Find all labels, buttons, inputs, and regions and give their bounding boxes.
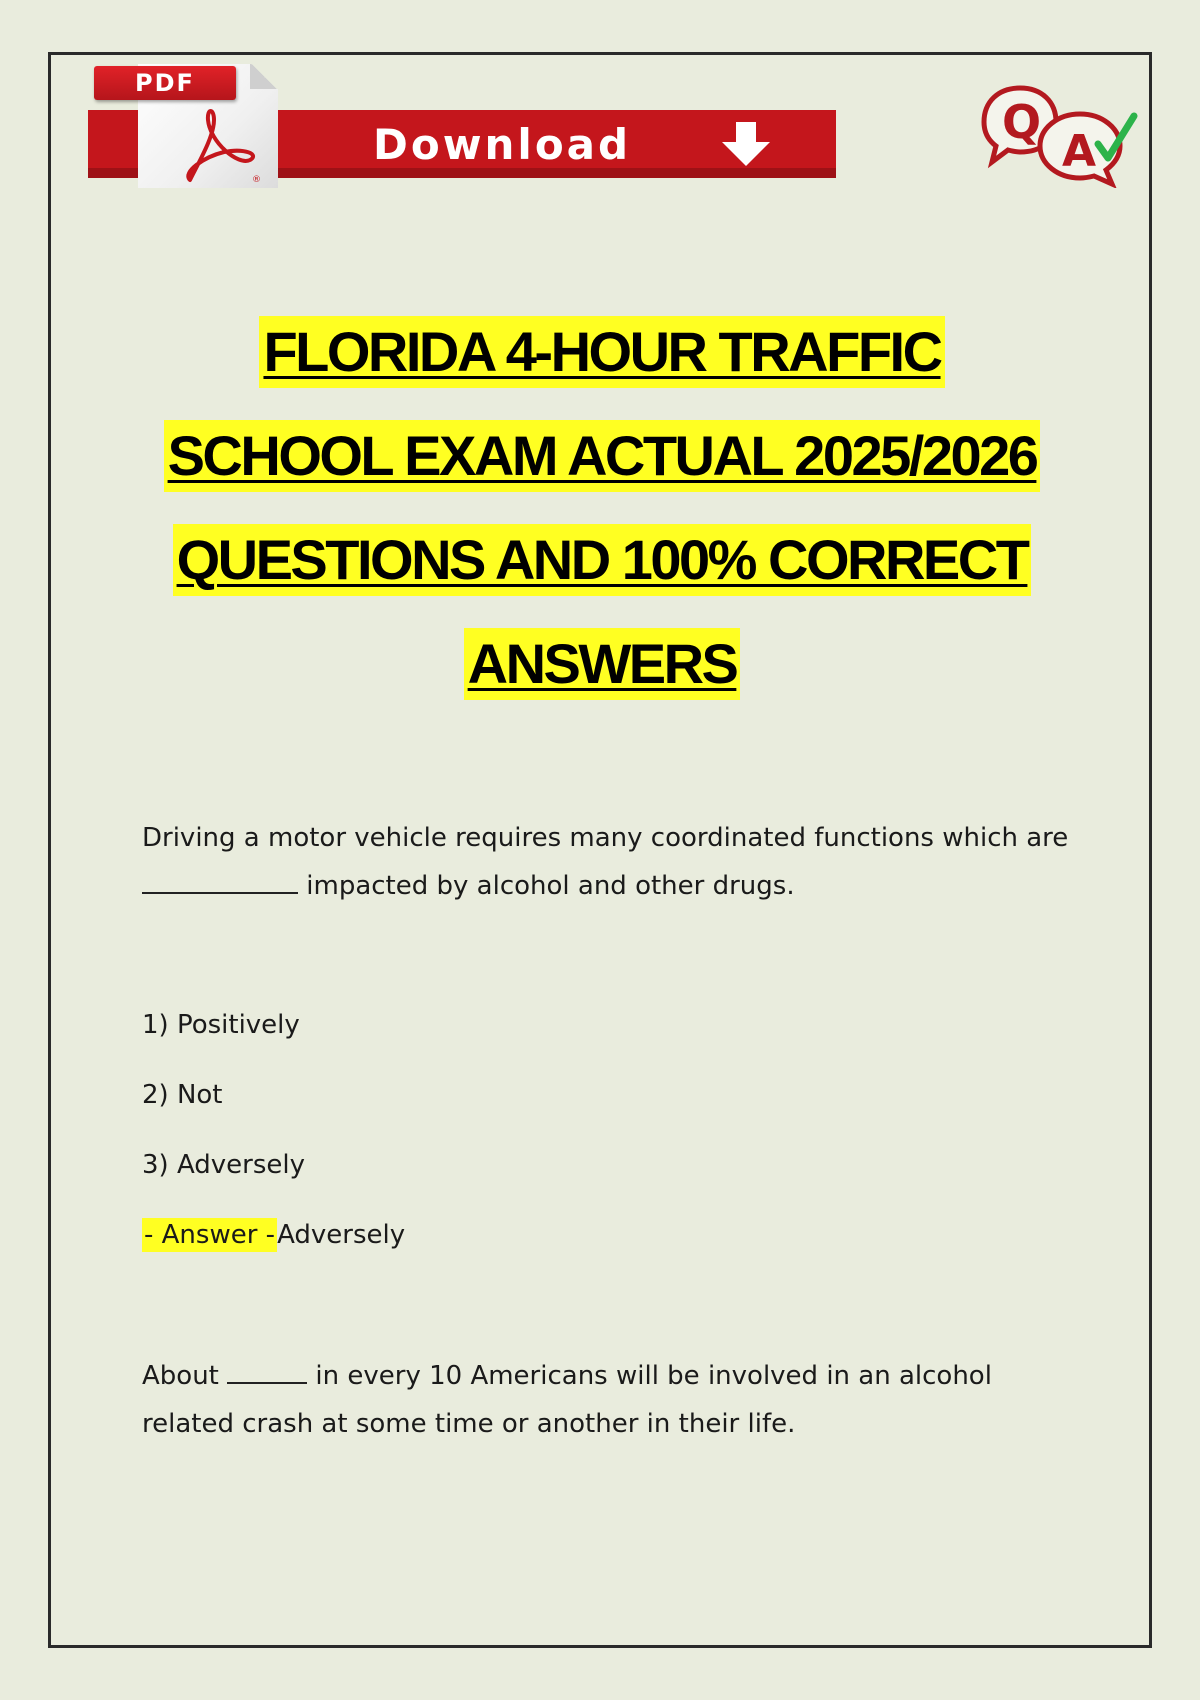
- qa-logo-icon: [980, 82, 1140, 188]
- title-line-2: SCHOOL EXAM ACTUAL 2025/2026: [164, 420, 1041, 492]
- answer-value: Adversely: [277, 1220, 406, 1250]
- answer-blank-2: [227, 1360, 307, 1384]
- question-2-line-2: related crash at some time or another in their life.: [142, 1409, 796, 1439]
- question-1-line-1: Driving a motor vehicle requires many coordinated functions which are: [142, 823, 1069, 853]
- svg-text:®: ®: [252, 175, 261, 185]
- title-line-4: ANSWERS: [464, 628, 741, 700]
- option-1: 1) Positively: [142, 1010, 300, 1040]
- acrobat-icon: [152, 102, 272, 186]
- qa-logo-a: A: [1062, 126, 1097, 177]
- option-2: 2) Not: [142, 1080, 223, 1110]
- document-title: [100, 316, 1104, 732]
- pdf-download-banner[interactable]: [88, 64, 836, 194]
- question-1-text: [142, 814, 1072, 910]
- answer-line: [142, 1220, 405, 1250]
- question-1-line-2: [142, 862, 1072, 910]
- answer-blank: [142, 870, 298, 894]
- answer-label: - Answer -: [144, 1220, 276, 1250]
- title-line-3: QUESTIONS AND 100% CORRECT: [173, 524, 1032, 596]
- question-2-line-1: [142, 1352, 1072, 1400]
- question-1-line-2-text: impacted by alcohol and other drugs.: [298, 871, 795, 901]
- download-arrow-icon: [718, 120, 774, 170]
- qa-logo-q: Q: [1002, 95, 1042, 149]
- title-line-1: FLORIDA 4-HOUR TRAFFIC: [259, 316, 944, 388]
- pdf-file-fold: [250, 64, 278, 89]
- download-label[interactable]: Download: [373, 120, 632, 169]
- question-2-text: [142, 1352, 1072, 1448]
- question-2-before-blank: About: [142, 1361, 228, 1391]
- option-3: 3) Adversely: [142, 1150, 306, 1180]
- pdf-tag: PDF: [94, 66, 236, 100]
- question-2-after-blank: in every 10 Americans will be involved in an alcohol: [307, 1361, 992, 1391]
